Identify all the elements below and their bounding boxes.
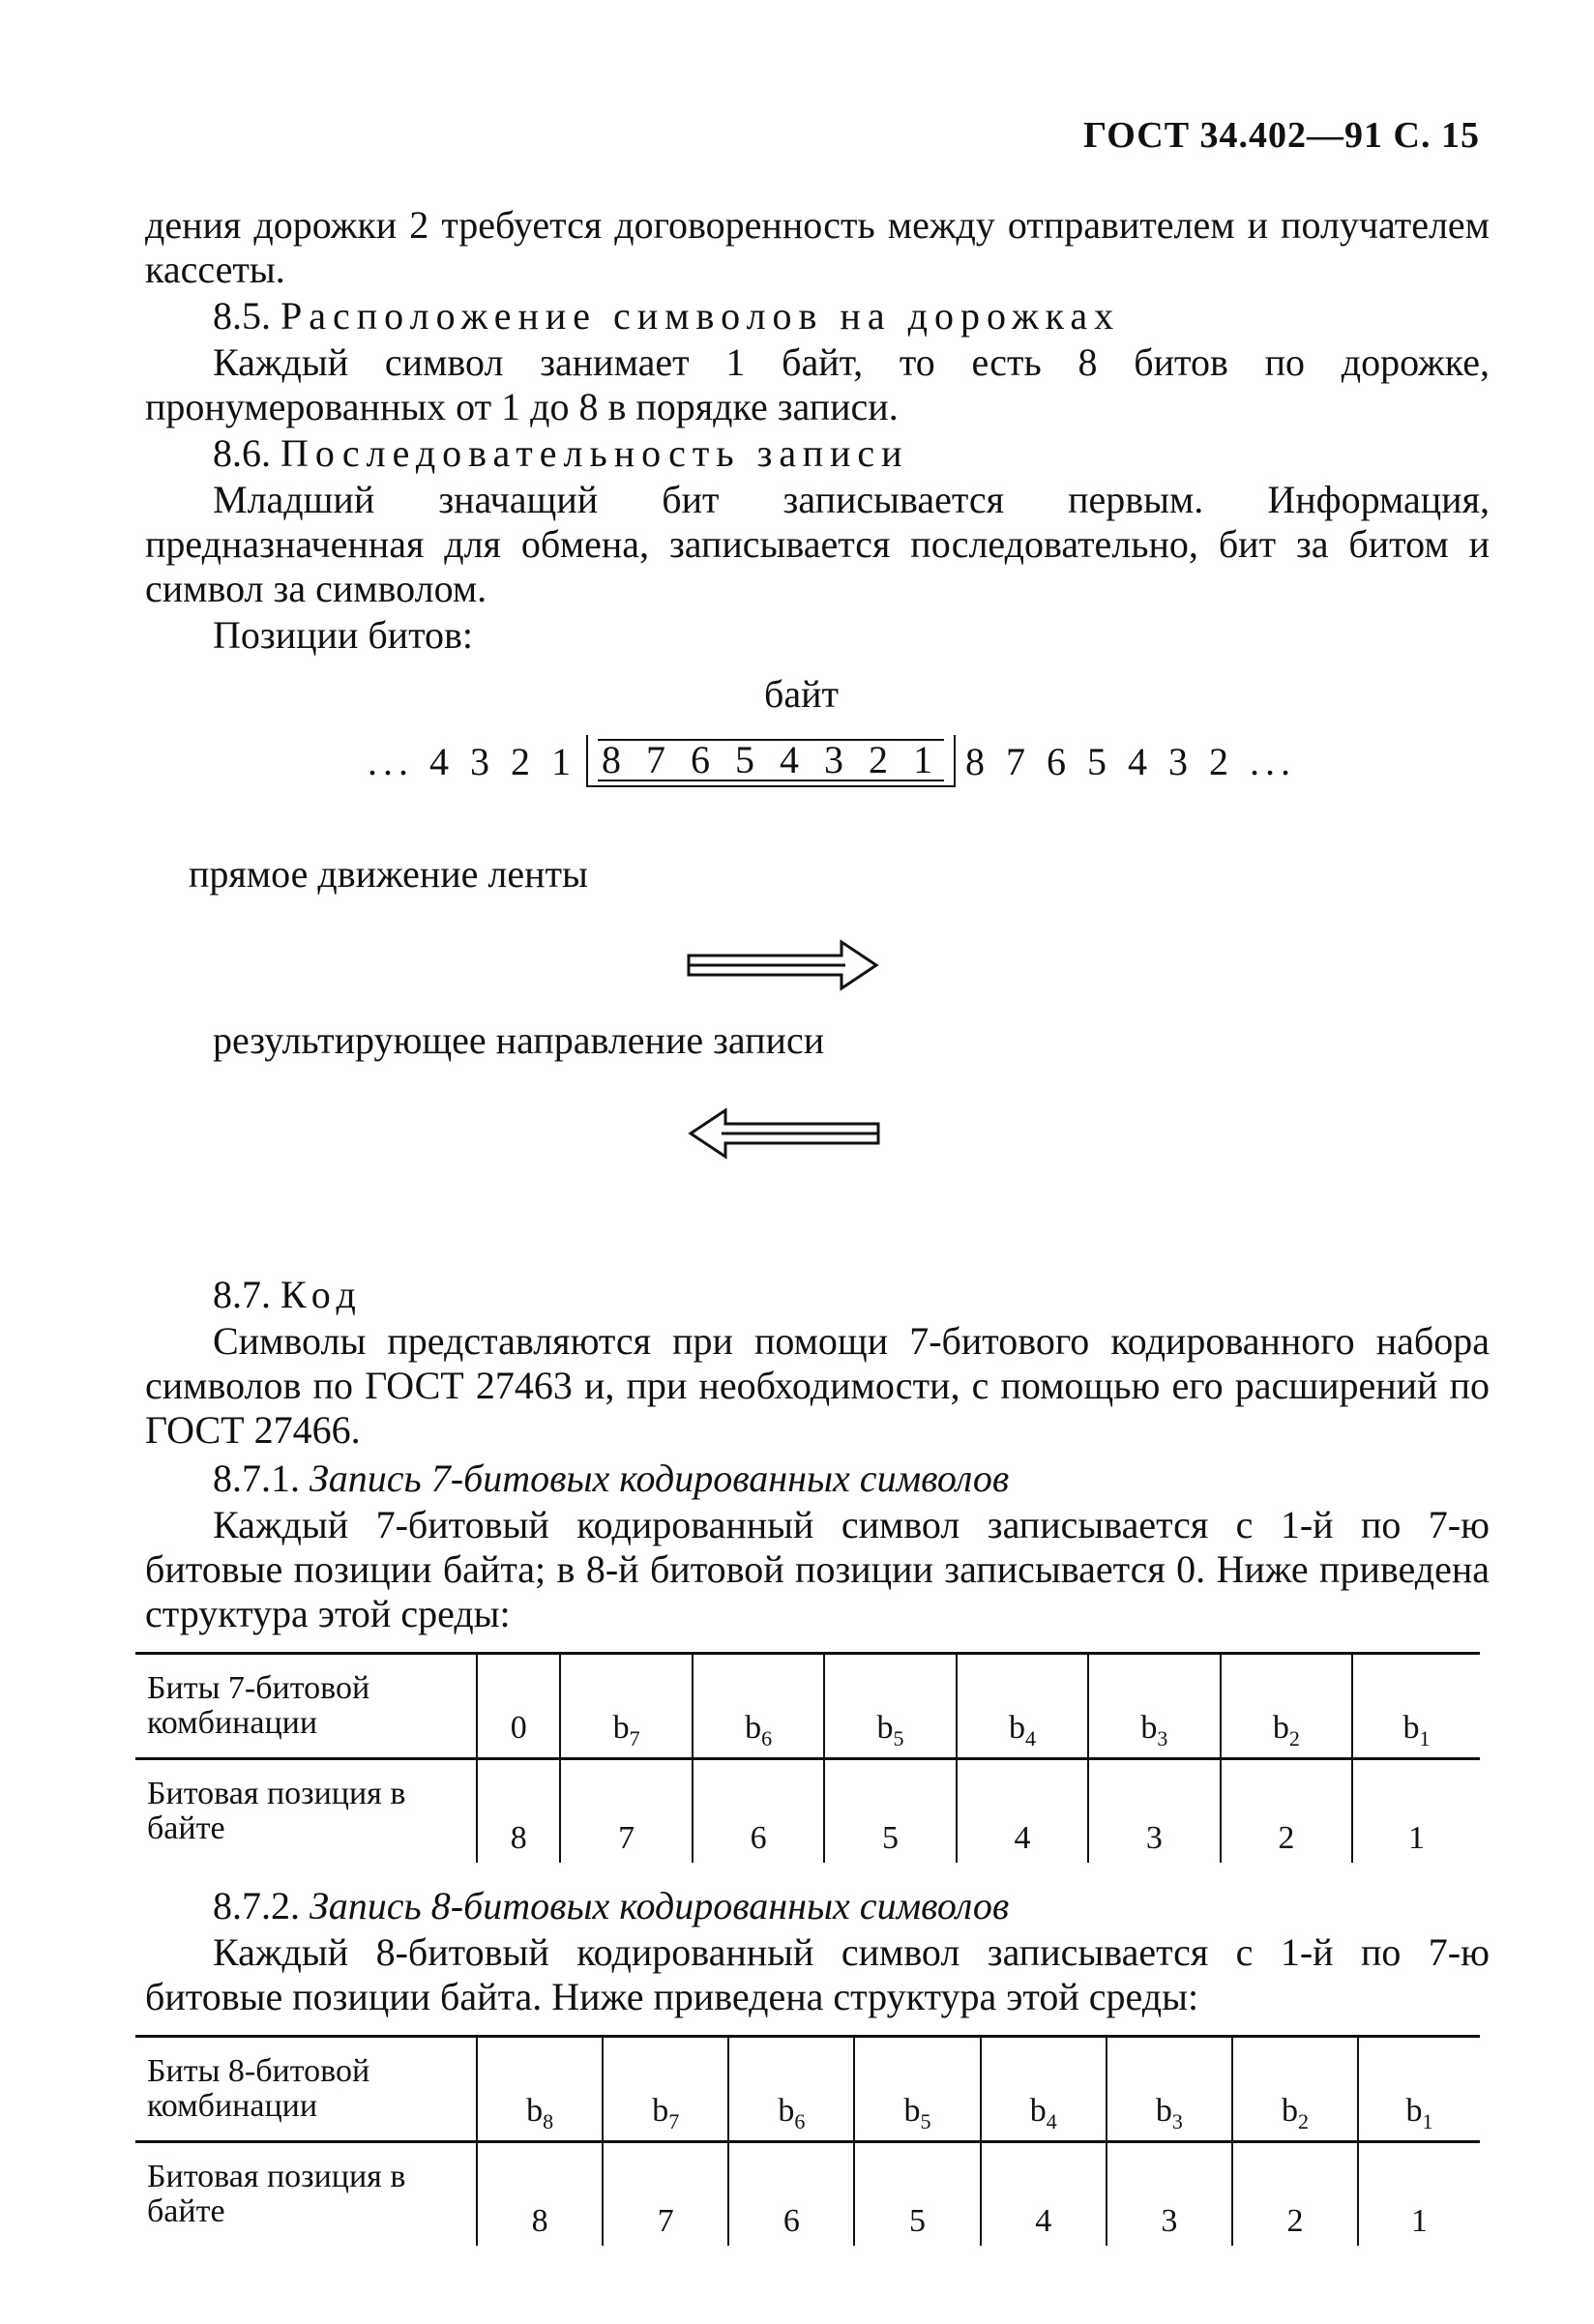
right-arrow-icon bbox=[687, 938, 880, 992]
section-title: Последовательность записи bbox=[280, 431, 909, 475]
bit-order-diagram bbox=[145, 671, 1490, 1271]
byte-box bbox=[586, 735, 956, 787]
left-arrow-icon bbox=[687, 1106, 880, 1161]
table-row bbox=[135, 1654, 1480, 1759]
table-cell: 3 bbox=[1107, 2142, 1232, 2247]
table-cell: 8 bbox=[477, 1759, 560, 1864]
section-number: 8.7.1. bbox=[213, 1456, 300, 1500]
table-cell: $b_3$ bbox=[1107, 2037, 1232, 2142]
row-label: Битовая позиция в байте bbox=[147, 1776, 406, 1846]
table-row bbox=[135, 1759, 1480, 1864]
row-label: Биты 7-битовой комбинации bbox=[135, 1654, 477, 1759]
table-cell: 8 bbox=[477, 2142, 603, 2247]
table-row bbox=[135, 2142, 1480, 2247]
table-cell: 3 bbox=[1088, 1759, 1220, 1864]
table-cell: $b_4$ bbox=[957, 1654, 1088, 1759]
table-cell: $b_1$ bbox=[1358, 2037, 1480, 2142]
table-cell: 1 bbox=[1358, 2142, 1480, 2247]
page-header: ГОСТ 34.402—91 С. 15 bbox=[1083, 115, 1480, 156]
page-content bbox=[145, 203, 1490, 2246]
section-8-7-2-heading bbox=[213, 1882, 1490, 1930]
table-cell: $b_7$ bbox=[560, 1654, 692, 1759]
forward-motion-label: прямое движение ленты bbox=[189, 852, 588, 896]
table-cell: $b_2$ bbox=[1221, 1654, 1352, 1759]
table-cell: $b_7$ bbox=[603, 2037, 728, 2142]
section-number: 8.5. bbox=[213, 294, 271, 338]
table-cell: $b_4$ bbox=[981, 2037, 1107, 2142]
table-cell: 4 bbox=[981, 2142, 1107, 2247]
section-8-7-paragraph: Символы представляются при помощи 7-битового кодированного набора символов по ГОСТ 27463 и, при необходимости, с помощью его расширений по ГОСТ 27466. bbox=[145, 1319, 1490, 1452]
right-bits: 8 7 6 5 4 3 2 ... bbox=[965, 739, 1296, 783]
bit-table-7bit bbox=[135, 1652, 1480, 1863]
left-bits: ... 4 3 2 1 bbox=[368, 739, 576, 783]
table-cell: 7 bbox=[560, 1759, 692, 1864]
table-cell: 6 bbox=[693, 1759, 824, 1864]
byte-bits: 8 7 6 5 4 3 2 1 bbox=[598, 739, 944, 781]
section-title: Запись 7-битовых кодированных символов bbox=[310, 1456, 1010, 1500]
table-cell: $b_2$ bbox=[1232, 2037, 1358, 2142]
table-cell: 1 bbox=[1352, 1759, 1480, 1864]
section-title: Запись 8-битовых кодированных символов bbox=[310, 1884, 1010, 1927]
table-cell: $b_6$ bbox=[693, 1654, 824, 1759]
bit-table-8bit bbox=[135, 2035, 1480, 2246]
table-cell: $b_6$ bbox=[728, 2037, 854, 2142]
table-cell: 7 bbox=[603, 2142, 728, 2247]
table-row bbox=[135, 2037, 1480, 2142]
section-8-6-heading bbox=[213, 429, 1490, 478]
section-8-5-heading bbox=[213, 292, 1490, 340]
table-cell: 2 bbox=[1221, 1759, 1352, 1864]
section-number: 8.6. bbox=[213, 431, 271, 475]
table-cell: $b_8$ bbox=[477, 2037, 603, 2142]
section-8-5-paragraph: Каждый символ занимает 1 байт, то есть 8 битов по дорожке, пронумерованных от 1 до 8 в порядке записи. bbox=[145, 340, 1490, 428]
table-cell: $b_5$ bbox=[824, 1654, 956, 1759]
table-cell: $b_3$ bbox=[1088, 1654, 1220, 1759]
table-cell: 4 bbox=[957, 1759, 1088, 1864]
table-cell: $b_1$ bbox=[1352, 1654, 1480, 1759]
section-8-7-heading bbox=[213, 1271, 1490, 1319]
section-title: Расположение символов на дорожках bbox=[280, 294, 1121, 338]
byte-label: байт bbox=[764, 672, 839, 716]
table-cell: 5 bbox=[854, 2142, 980, 2247]
table-cell: 5 bbox=[824, 1759, 956, 1864]
intro-paragraph: дения дорожки 2 требуется договоренность между отправителем и получателем кассеты. bbox=[145, 203, 1490, 291]
table-cell: $b_5$ bbox=[854, 2037, 980, 2142]
section-number: 8.7.2. bbox=[213, 1884, 300, 1927]
row-label: Битовая позиция в байте bbox=[147, 2159, 406, 2229]
bit-sequence bbox=[368, 735, 1296, 787]
row-label: Биты 8-битовой комбинации bbox=[135, 2037, 477, 2142]
table-cell: 0 bbox=[477, 1654, 560, 1759]
section-8-7-1-paragraph: Каждый 7-битовый кодированный символ записывается с 1-й по 7-ю битовые позиции байта; в 8-й битовой позиции записывается 0. Ниже приведена структура этой среды: bbox=[145, 1503, 1490, 1635]
resulting-direction-label: результирующее направление записи bbox=[213, 1018, 825, 1062]
section-number: 8.7. bbox=[213, 1273, 271, 1316]
section-8-7-2-paragraph: Каждый 8-битовый кодированный символ записывается с 1-й по 7-ю битовые позиции байта. Ниже приведена структура этой среды: bbox=[145, 1930, 1490, 2018]
table-cell: 6 bbox=[728, 2142, 854, 2247]
table-cell: 2 bbox=[1232, 2142, 1358, 2247]
bit-positions-label: Позиции битов: bbox=[213, 613, 474, 657]
section-8-7-1-heading bbox=[213, 1455, 1490, 1503]
section-8-6-paragraph: Младший значащий бит записывается первым. Информация, предназначенная для обмена, записывается последовательно, бит за битом и символ за символом. bbox=[145, 478, 1490, 610]
section-title: Код bbox=[280, 1273, 363, 1316]
